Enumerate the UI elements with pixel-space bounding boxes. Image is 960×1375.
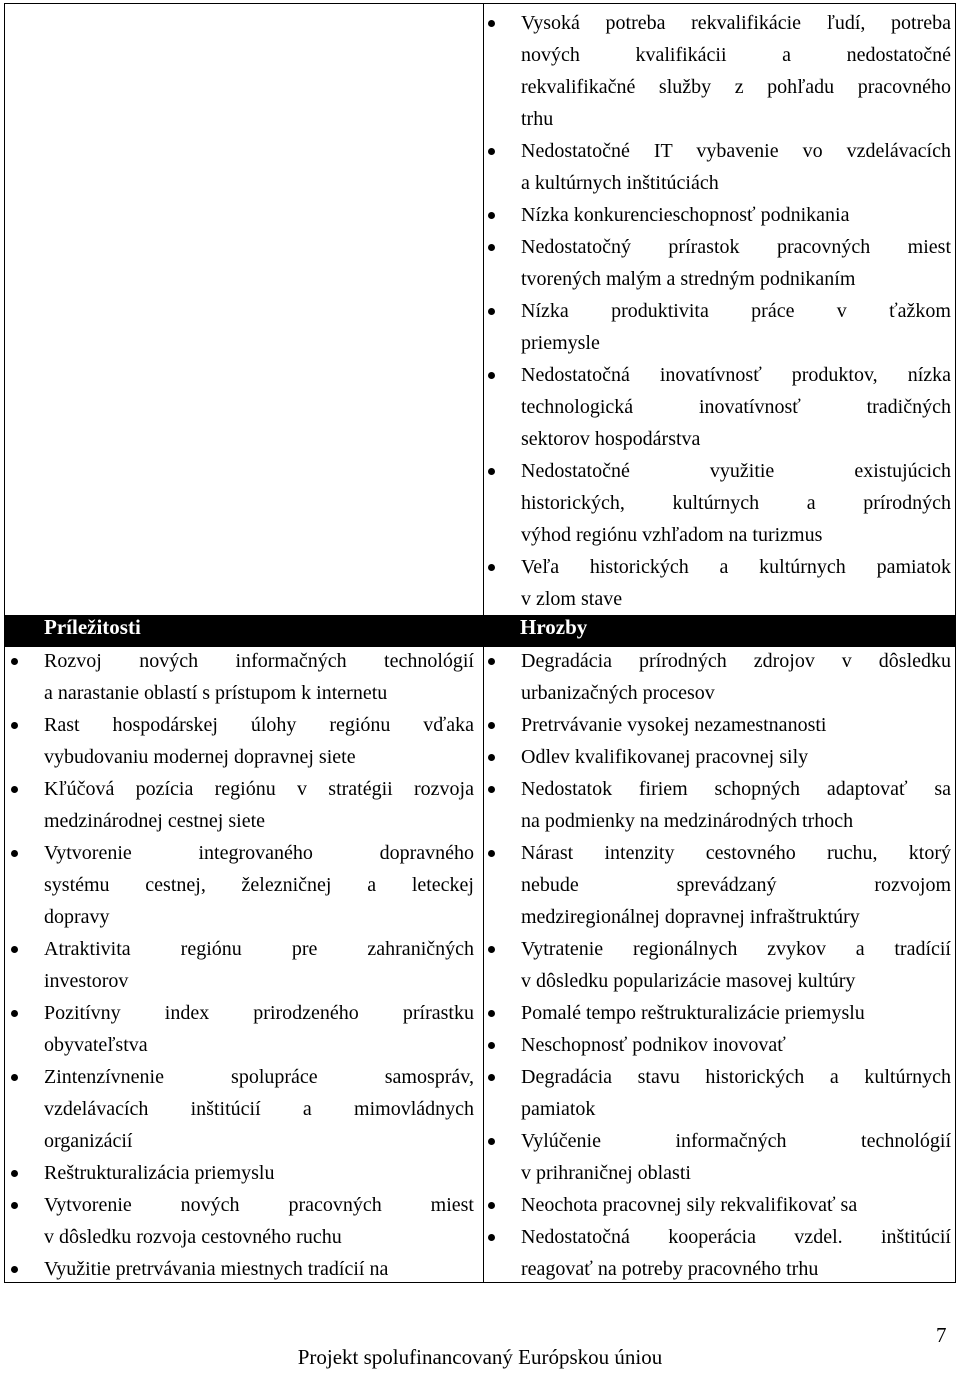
bullet-icon bbox=[11, 658, 18, 665]
list-item-line: rekvalifikačné služby z pohľadu pracovného bbox=[521, 76, 951, 98]
bullet-icon bbox=[11, 850, 18, 857]
list-item bbox=[521, 837, 951, 933]
list-item-line: Kľúčová pozícia regiónu v stratégii rozvoja bbox=[44, 778, 474, 800]
list-item-line: medzinárodnej cestnej siete bbox=[44, 810, 266, 832]
bullet-icon bbox=[11, 1010, 18, 1017]
list-item-line: Vytratenie regionálnych zvykov a tradícií bbox=[521, 938, 951, 960]
bullet-icon bbox=[11, 1170, 18, 1177]
bullet-icon bbox=[488, 1202, 495, 1209]
list-item-line: Pozitívny index prirodzeného prírastku bbox=[44, 1002, 474, 1024]
list-item bbox=[521, 997, 951, 1029]
list-item bbox=[521, 455, 951, 551]
list-item-line: systému cestnej, železničnej a leteckej bbox=[44, 874, 474, 896]
list-item-line: Nízka konkurencieschopnosť podnikania bbox=[521, 204, 850, 226]
list-item bbox=[521, 1125, 951, 1189]
list-item bbox=[44, 709, 474, 773]
opportunities-list bbox=[44, 645, 474, 1285]
bullet-icon bbox=[488, 244, 495, 251]
list-item-line: Neochota pracovnej sily rekvalifikovať sa bbox=[521, 1194, 858, 1216]
list-item-line: medziregionálnej dopravnej infraštruktúry bbox=[521, 906, 860, 928]
threats-heading: Hrozby bbox=[520, 615, 588, 639]
list-item bbox=[44, 773, 474, 837]
list-item-line: dopravy bbox=[44, 906, 110, 928]
list-item-line: tvorených malým a stredným podnikaním bbox=[521, 268, 856, 290]
list-item-line: na podmienky na medzinárodných trhoch bbox=[521, 810, 854, 832]
list-item-line: urbanizačných procesov bbox=[521, 682, 715, 704]
list-item-line: Vysoká potreba rekvalifikácie ľudí, potreba bbox=[521, 12, 951, 34]
list-item-line: Vytvorenie integrovaného dopravného bbox=[44, 842, 474, 864]
list-item-line: historických, kultúrnych a prírodných bbox=[521, 492, 951, 514]
bullet-icon bbox=[488, 212, 495, 219]
list-item-line: Pomalé tempo reštrukturalizácie priemyslu bbox=[521, 1002, 865, 1024]
list-item-line: Vylúčenie informačných technológií bbox=[521, 1130, 951, 1152]
list-item-line: v dôsledku popularizácie masovej kultúry bbox=[521, 970, 856, 992]
bullet-icon bbox=[488, 1138, 495, 1145]
list-item-line: technologická inovatívnosť tradičných bbox=[521, 396, 951, 418]
list-item bbox=[44, 837, 474, 933]
list-item-line: Využitie pretrvávania miestnych tradícií na bbox=[44, 1258, 389, 1280]
list-item-line: Pretrvávanie vysokej nezamestnanosti bbox=[521, 714, 827, 736]
list-item-line: priemysle bbox=[521, 332, 600, 354]
bullet-icon bbox=[11, 1202, 18, 1209]
bullet-icon bbox=[488, 1234, 495, 1241]
list-item-line: Nedostatočná kooperácia vzdel. inštitúcií bbox=[521, 1226, 951, 1248]
list-item-line: obyvateľstva bbox=[44, 1034, 148, 1056]
list-item-line: v prihraničnej oblasti bbox=[521, 1162, 691, 1184]
list-item-line: v dôsledku rozvoja cestovného ruchu bbox=[44, 1226, 342, 1248]
list-item-line: výhod regiónu vzhľadom na turizmus bbox=[521, 524, 823, 546]
list-item-line: sektorov hospodárstva bbox=[521, 428, 701, 450]
list-item-line: Nedostatočný prírastok pracovných miest bbox=[521, 236, 951, 258]
list-item-line: Rozvoj nových informačných technológií bbox=[44, 650, 474, 672]
bullet-icon bbox=[488, 946, 495, 953]
list-item bbox=[44, 1061, 474, 1157]
list-item bbox=[521, 1061, 951, 1125]
bullet-icon bbox=[488, 308, 495, 315]
list-item bbox=[521, 645, 951, 709]
list-item-line: a kultúrnych inštitúciách bbox=[521, 172, 719, 194]
list-item-line: Reštrukturalizácia priemyslu bbox=[44, 1162, 275, 1184]
list-item-line: reagovať na potreby pracovného trhu bbox=[521, 1258, 819, 1280]
list-item bbox=[44, 933, 474, 997]
list-item-line: Neschopnosť podnikov inovovať bbox=[521, 1034, 786, 1056]
threats-list bbox=[521, 645, 951, 1285]
list-item bbox=[521, 231, 951, 295]
list-item bbox=[521, 359, 951, 455]
bullet-icon bbox=[11, 786, 18, 793]
list-item bbox=[44, 1157, 474, 1189]
list-item-line: Nedostatočné využitie existujúcich bbox=[521, 460, 951, 482]
bullet-icon bbox=[488, 850, 495, 857]
list-item-line: a narastanie oblastí s prístupom k internetu bbox=[44, 682, 388, 704]
list-item-line: Nedostatok firiem schopných adaptovať sa bbox=[521, 778, 951, 800]
list-item-line: Degradácia prírodných zdrojov v dôsledku bbox=[521, 650, 951, 672]
bullet-icon bbox=[488, 20, 495, 27]
list-item bbox=[521, 7, 951, 135]
list-item bbox=[521, 773, 951, 837]
page-number: 7 bbox=[936, 1323, 947, 1347]
opportunities-heading: Príležitosti bbox=[44, 615, 141, 639]
list-item-line: trhu bbox=[521, 108, 554, 130]
list-item-line: Odlev kvalifikovanej pracovnej sily bbox=[521, 746, 809, 768]
list-item-line: organizácií bbox=[44, 1130, 133, 1152]
list-item bbox=[521, 135, 951, 199]
bullet-icon bbox=[488, 658, 495, 665]
list-item-line: Zintenzívnenie spolupráce samospráv, bbox=[44, 1066, 474, 1088]
list-item bbox=[44, 997, 474, 1061]
list-item bbox=[44, 1189, 474, 1253]
list-item-line: Veľa historických a kultúrnych pamiatok bbox=[521, 556, 951, 578]
bullet-icon bbox=[11, 1266, 18, 1273]
list-item-line: nebude sprevádzaný rozvojom bbox=[521, 874, 951, 896]
list-item-line: investorov bbox=[44, 970, 129, 992]
list-item bbox=[521, 1029, 951, 1061]
list-item-line: Atraktivita regiónu pre zahraničných bbox=[44, 938, 474, 960]
list-item-line: Vytvorenie nových pracovných miest bbox=[44, 1194, 474, 1216]
bullet-icon bbox=[11, 1074, 18, 1081]
bullet-icon bbox=[488, 468, 495, 475]
list-item bbox=[521, 295, 951, 359]
list-item bbox=[521, 1189, 951, 1221]
list-item-line: nových kvalifikácii a nedostatočné bbox=[521, 44, 951, 66]
list-item-line: Nárast intenzity cestovného ruchu, ktorý bbox=[521, 842, 951, 864]
bullet-icon bbox=[488, 722, 495, 729]
list-item bbox=[44, 645, 474, 709]
footer-text: Projekt spolufinancovaný Európskou úniou bbox=[297, 1345, 663, 1369]
bullet-icon bbox=[488, 786, 495, 793]
list-item-line: vzdelávacích inštitúcií a mimovládnych bbox=[44, 1098, 474, 1120]
bullet-icon bbox=[488, 372, 495, 379]
list-item-line: Nedostatočná inovatívnosť produktov, nízka bbox=[521, 364, 951, 386]
header-row bbox=[5, 615, 955, 647]
bullet-icon bbox=[488, 754, 495, 761]
list-item bbox=[521, 933, 951, 997]
bullet-icon bbox=[488, 148, 495, 155]
list-item-line: vybudovaniu modernej dopravnej siete bbox=[44, 746, 356, 768]
list-item-line: Rast hospodárskej úlohy regiónu vďaka bbox=[44, 714, 474, 736]
list-item-line: Nedostatočné IT vybavenie vo vzdelávacích bbox=[521, 140, 951, 162]
list-item bbox=[521, 709, 951, 741]
list-item bbox=[521, 1221, 951, 1285]
bullet-icon bbox=[488, 1042, 495, 1049]
weaknesses-list bbox=[521, 7, 951, 615]
list-item-line: Degradácia stavu historických a kultúrnych bbox=[521, 1066, 951, 1088]
bullet-icon bbox=[11, 946, 18, 953]
list-item-line: v zlom stave bbox=[521, 588, 623, 610]
bullet-icon bbox=[488, 1010, 495, 1017]
bullet-icon bbox=[488, 564, 495, 571]
bullet-icon bbox=[488, 1074, 495, 1081]
list-item-line: Nízka produktivita práce v ťažkom bbox=[521, 300, 951, 322]
list-item-line: pamiatok bbox=[521, 1098, 596, 1120]
list-item bbox=[521, 199, 951, 231]
list-item bbox=[521, 741, 951, 773]
bullet-icon bbox=[11, 722, 18, 729]
list-item bbox=[521, 551, 951, 615]
list-item bbox=[44, 1253, 474, 1285]
